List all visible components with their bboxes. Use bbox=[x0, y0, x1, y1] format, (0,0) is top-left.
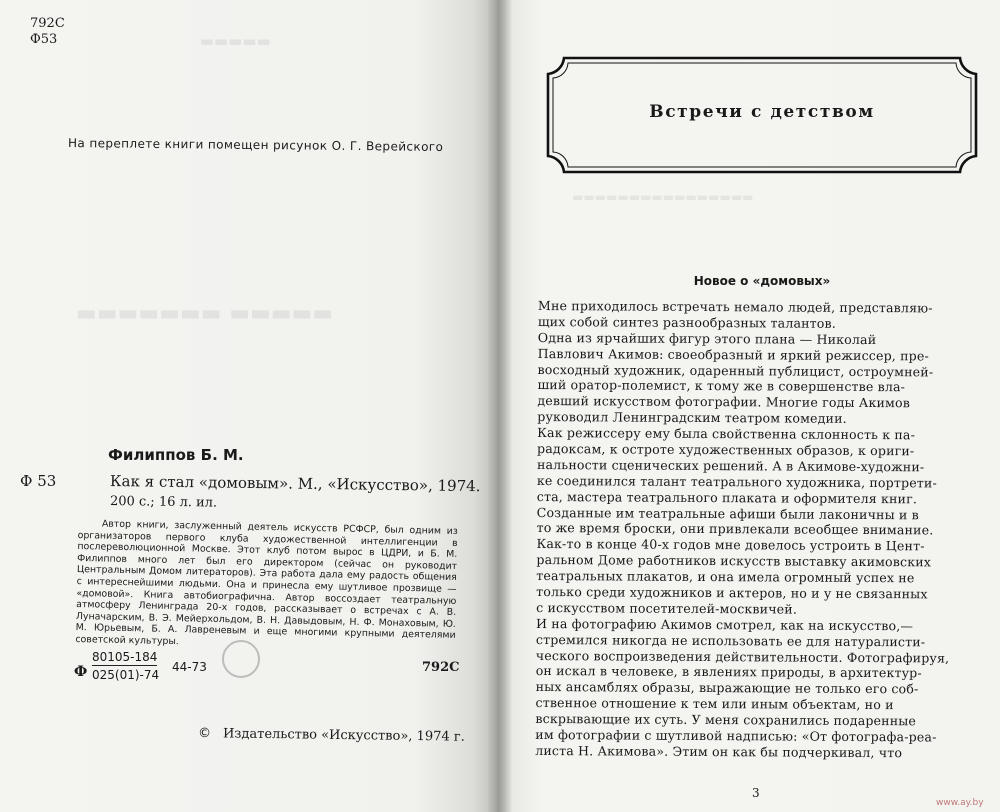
library-code-top bbox=[30, 16, 65, 48]
text-line: театральных плакатов, и она имела огромный успех не bbox=[536, 568, 915, 586]
code-author-mark: Ф53 bbox=[30, 32, 58, 47]
bbk-numerator: 80105-184 bbox=[92, 650, 158, 664]
text-line: восходный художник, одаренный публицист, остроумней- bbox=[537, 361, 934, 379]
text-line: Павлович Акимов: своеобразный и яркий режиссер, пре- bbox=[537, 345, 929, 364]
text-line: то же время броски, они привлекали всеобщее внимание. bbox=[536, 520, 934, 538]
text-line: с искусством посетителей-москвичей. bbox=[536, 599, 798, 617]
text-line: щих собой синтез разнообразных талантов. bbox=[537, 313, 837, 331]
author-name: Филиппов Б. М. bbox=[108, 446, 244, 464]
copyright-symbol: © bbox=[197, 726, 212, 742]
library-stamp bbox=[222, 640, 260, 678]
bleed-through-shadow: ▬▬▬▬▬ bbox=[200, 32, 271, 50]
book-gutter bbox=[488, 0, 512, 812]
text-line: Как-то в конце 40-х годов мне довелось устроить в Цент- bbox=[536, 536, 925, 554]
section-title: Новое о «домовых» bbox=[693, 274, 831, 288]
text-line: вскрывающие их суть. У меня сохранились подаренные bbox=[535, 711, 917, 729]
bbk-suffix: 44-73 bbox=[172, 660, 207, 674]
bleed-through-shadow: ▬▬▬▬▬ ▬▬▬▬▬▬▬ bbox=[76, 300, 334, 326]
text-line: Созданные им театральные афиши были лаконичны и в bbox=[536, 504, 919, 522]
text-line: девший искусством фотографии. Многие годы Акимов bbox=[537, 393, 911, 411]
text-line: нальности сценических решений. А в Акимове-художни- bbox=[536, 456, 925, 475]
text-line: ший оратор-полемист, к тому же в совершенстве вла- bbox=[537, 377, 906, 395]
text-line: ральном Доме работников искусств выставку акимовских bbox=[536, 552, 932, 570]
bleed-through-shadow: ▬▬▬▬▬▬▬▬▬▬▬▬▬▬▬▬ bbox=[572, 190, 754, 204]
book-annotation: Автор книги, заслуженный деятель искусств РСФСР, был одним из организаторов первого клуба художественной интеллигенции в послереволюционной Москве. Этот клуб потом вырос в ЦДРИ, и Б. М. Филиппов много лет был его директором (сейчас он руководит Центральным Домом литераторов). Эта работа дала ему радость общения с интереснейшими людьми. Она и принесла ему шутливое прозвище — «домовой». Книга автобиографична. Автор воссоздает театральную атмосферу Ленинграда 20-х годов, рассказывает о встречах с А. В. Луначарским, В. Э. Мейерхольдом, В. Н. Давыдовым, Н. Ф. Монаховым, Ю. М. Юрьевым, Б. А. Лавреневым и еще многими крупными деятелями советской культуры. bbox=[75, 518, 458, 648]
text-line: листа Н. Акимова». Этим он как бы подчеркивал, что bbox=[535, 742, 903, 761]
text-line: руководил Ленинградским театром комедии. bbox=[537, 409, 847, 427]
text-line: ственное отношение к тем или иным объектам, но и bbox=[535, 695, 894, 713]
bibliographic-title: Как я стал «домовым». М., «Искусство», 1974. bbox=[109, 472, 481, 496]
text-line: ста, мастера театрального плаката и оформителя книг. bbox=[536, 488, 918, 507]
page-number: 3 bbox=[752, 786, 760, 800]
text-line: стремился никогда не использовать ее для натуралисти- bbox=[535, 631, 926, 650]
bbk-denominator: 025(01)-74 bbox=[92, 668, 160, 682]
copyright-text: Издательство «Искусство», 1974 г. bbox=[222, 726, 465, 745]
text-line: И на фотографию Акимов смотрел, как на искусство,— bbox=[535, 615, 914, 634]
cover-illustration-note: На переплете книги помещен рисунок О. Г. Верейского bbox=[67, 136, 444, 154]
code-number: 792С bbox=[30, 16, 65, 31]
text-line: ке соединился талант театрального художника, портрети- bbox=[536, 472, 937, 491]
text-line: им фотографии с шутливой надписью: «От фотографа-реа- bbox=[535, 727, 937, 745]
text-line: Одна из ярчайших фигур этого плана — Николай bbox=[537, 329, 877, 347]
text-line: он искал в человеке, в явлениях природы, в архитектур- bbox=[535, 663, 922, 681]
chapter-title-frame bbox=[542, 52, 982, 178]
body-text bbox=[535, 298, 980, 762]
text-line: ческого воспроизведения действительности. Фотографируя, bbox=[535, 647, 950, 666]
watermark: www.ay.by bbox=[936, 798, 984, 808]
text-line: только среди художников и актеров, но и у не связанных bbox=[536, 584, 928, 602]
library-code-right: 792С bbox=[422, 660, 460, 675]
text-line: Как режиссеру ему была свойственна склонность к па- bbox=[537, 425, 916, 443]
chapter-title: Встречи с детством bbox=[649, 102, 875, 122]
classmark: Ф 53 bbox=[20, 472, 57, 490]
text-line: радоксам, к остроте художественных образов, к ориги- bbox=[537, 441, 915, 459]
bibliographic-pages: 200 с.; 16 л. ил. bbox=[109, 494, 218, 511]
text-line: Мне приходилось встречать немало людей, представляю- bbox=[537, 298, 933, 316]
left-page bbox=[0, 0, 488, 812]
bbk-prefix: Ф bbox=[74, 664, 88, 680]
text-line: ных ансамблях образы, выражающие не только его соб- bbox=[535, 679, 919, 697]
